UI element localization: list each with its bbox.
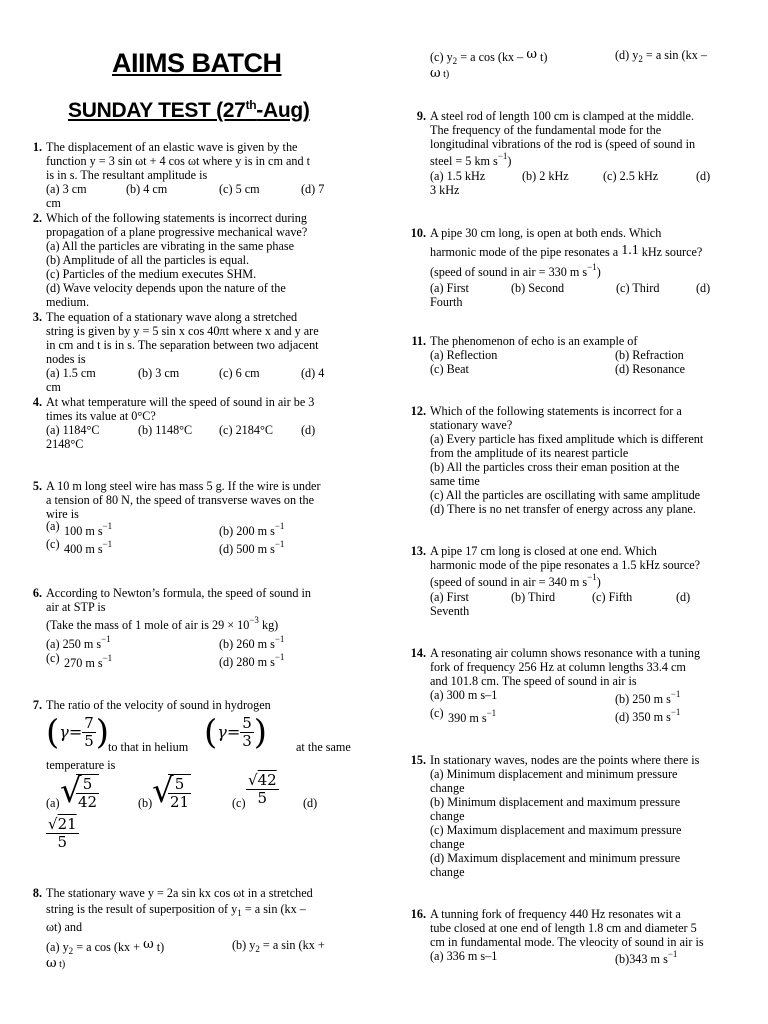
question-text-line: air at STP is: [46, 600, 106, 614]
denominator: 5: [257, 789, 268, 807]
denominator: 21: [170, 793, 190, 811]
option-b: (b) All the particles cross their eman position at the: [430, 460, 680, 474]
question-text-line: Which of the following statements is incorrect for a: [430, 404, 682, 418]
text: steel = 5 km s: [430, 154, 498, 168]
question-text-line: a tension of 80 N, the speed of transverse waves on the: [46, 493, 315, 507]
question-text-line: The displacement of an elastic wave is given by the: [46, 140, 298, 154]
question-number: 8.: [32, 886, 42, 900]
page-title: AIIMS BATCH: [112, 48, 282, 78]
option-a: [46, 634, 111, 651]
question-number: 6.: [32, 586, 42, 600]
option-b: (b) Minimum displacement and maximum pressure: [430, 795, 681, 809]
question-text-line: nodes is: [46, 352, 86, 366]
option-b: (b) Third: [511, 590, 556, 604]
option-a: [46, 938, 164, 954]
question-text-line: propagation of a plane progressive mechanical wave?: [46, 225, 308, 239]
denominator: 42: [78, 793, 98, 811]
option-a: (a) 3 cm: [46, 182, 87, 196]
question-text-line: A resonating air column shows resonance with a tuning: [430, 646, 701, 660]
question-number: 15.: [410, 753, 426, 767]
options-row: [407, 46, 722, 64]
question-text-line: ωt) and: [46, 920, 83, 934]
option-d: (d): [696, 169, 711, 183]
option-d-continued: 2148°C: [46, 437, 84, 451]
exponent: −3: [249, 615, 259, 625]
ratio-expression: [46, 712, 361, 756]
question-text-line: times its value at 0°C?: [46, 409, 156, 423]
question-number: 13.: [410, 544, 426, 558]
options-row: [46, 652, 361, 670]
option-a-text: 100 m s: [64, 524, 103, 538]
exponent: −1: [274, 539, 285, 549]
option-d-text: (d) 500 m s: [219, 542, 275, 556]
options-row: [430, 590, 722, 604]
option-d-continued: change: [430, 865, 465, 879]
hydrogen-gamma: [46, 712, 110, 753]
question-text-line: The ratio of the velocity of sound in hydrogen: [46, 698, 271, 712]
option-b: (b) 3 cm: [138, 366, 180, 380]
options-row: [430, 348, 722, 362]
subtitle-text-end: -Aug): [256, 99, 310, 122]
question-number: 12.: [410, 404, 426, 418]
exponent: −1: [102, 539, 113, 549]
question-number: 5.: [32, 479, 42, 493]
exponent: −1: [587, 262, 597, 272]
question-number: 3.: [32, 310, 42, 324]
numerator: 5: [76, 776, 99, 794]
option-b: (b) Second: [511, 281, 565, 295]
options-row: [46, 521, 361, 539]
question-text-line: The stationary wave y = 2a sin kx cos ωt in a stretched: [46, 886, 313, 900]
question-8-continued: [407, 46, 722, 84]
option-a-continued: from the amplitude of its nearest particle: [430, 446, 629, 460]
option-c-text: 270 m s: [64, 656, 103, 670]
question-16: [410, 907, 722, 967]
subscript: 2: [452, 56, 458, 66]
text: t): [536, 50, 548, 64]
option-b: (b) 2 kHz: [522, 169, 569, 183]
option-d: (d) 4: [301, 366, 325, 380]
page-subtitle: [68, 98, 310, 123]
question-text-line: [430, 151, 722, 169]
option-b-continued: change: [430, 809, 465, 823]
question-9: [416, 109, 722, 197]
denominator: 5: [84, 732, 94, 750]
radical-sign: √: [60, 771, 82, 811]
question-text-fragment: to that in helium: [108, 740, 189, 754]
question-11: [411, 334, 722, 376]
text: (a) y: [46, 940, 69, 954]
text: (speed of sound in air = 330 m s: [430, 265, 588, 279]
options-row: [46, 772, 361, 816]
option-a: (a) 300 m s–1: [430, 688, 498, 702]
gamma-symbol: γ=: [217, 722, 241, 742]
subscript: 2: [68, 946, 74, 956]
question-13: [410, 544, 722, 618]
exponent: −1: [274, 652, 285, 662]
denominator: 5: [57, 833, 68, 851]
exponent: −1: [497, 151, 508, 161]
question-number: 16.: [410, 907, 426, 921]
option-c: (c) Beat: [430, 362, 469, 376]
question-3: [32, 310, 361, 394]
option-d: (d): [676, 590, 691, 604]
exponent: −1: [274, 521, 285, 531]
question-number: 4.: [32, 395, 42, 409]
option-c-label: (c): [232, 796, 246, 810]
option-a: (a) First: [430, 281, 469, 295]
options-row: [46, 423, 361, 437]
text: t): [56, 959, 66, 970]
question-text-line: temperature is: [46, 758, 116, 772]
question-text-line: According to Newton’s formula, the speed of sound in: [46, 586, 312, 600]
question-text-line: A pipe 17 cm long is closed at one end. Which: [430, 544, 657, 558]
options-row: [430, 706, 722, 724]
option-c-label: (c): [430, 706, 444, 720]
options-row: [430, 362, 722, 376]
option-d-label: (d): [303, 796, 318, 810]
option-a-label: (a): [46, 519, 60, 533]
question-text-line: A pipe 30 cm long, is open at both ends. Which: [430, 226, 662, 240]
text: string is the result of superposition of y: [46, 902, 238, 916]
option-d-continued: Fourth: [430, 295, 463, 309]
option-b: [219, 521, 285, 538]
omega-symbol: ω: [46, 956, 57, 971]
fraction: [246, 772, 279, 807]
option-b: [615, 689, 681, 706]
open-paren: (: [204, 712, 218, 753]
option-d: [615, 707, 681, 724]
option-c-label: (c): [46, 651, 60, 665]
option-a: (a) Reflection: [430, 348, 498, 362]
question-number: 1.: [32, 140, 42, 154]
option-c: (c) 6 cm: [219, 366, 260, 380]
omega-symbol: ω: [526, 47, 537, 62]
text: ): [507, 154, 512, 168]
question-text-line: A tunning fork of frequency 440 Hz resonates wit a: [430, 907, 681, 921]
fraction: [46, 816, 79, 851]
text: kHz source?: [638, 245, 703, 259]
options-row: [46, 539, 361, 557]
text: t): [440, 69, 450, 80]
option-c: (c) Maximum displacement and maximum pressure: [430, 823, 682, 837]
exponent: −1: [486, 708, 497, 718]
text: = a sin (kx –: [241, 902, 306, 916]
radicand: 21: [57, 815, 77, 833]
question-number: 11.: [411, 334, 426, 348]
option-b-text: (b) 250 m s: [615, 692, 671, 706]
option-c-expr: [246, 772, 279, 807]
exponent: −1: [587, 572, 597, 582]
option-c: (c) Fifth: [592, 590, 633, 604]
question-2: [32, 211, 361, 309]
option-a: (a) 1184°C: [46, 423, 100, 437]
option-a: (a) First: [430, 590, 469, 604]
option-c: [430, 48, 547, 64]
option-d-continued: Seventh: [430, 604, 470, 618]
question-number: 7.: [32, 698, 42, 712]
question-number: 10.: [410, 226, 426, 240]
question-8: [32, 886, 361, 974]
option-a: (a) 1.5 kHz: [430, 169, 486, 183]
option-a: (a) 1.5 cm: [46, 366, 96, 380]
question-number: 14.: [410, 646, 426, 660]
option-d: (d) There is no net transfer of energy across any plane.: [430, 502, 696, 516]
option-b: [615, 949, 678, 966]
option-a-continued: change: [430, 781, 465, 795]
option-a-text: (a) 250 m s: [46, 637, 102, 651]
option-b-continued: same time: [430, 474, 480, 488]
options-row: [430, 949, 722, 967]
helium-gamma: [204, 712, 268, 753]
numerator: 5: [242, 714, 252, 732]
option-c-continued: change: [430, 837, 465, 851]
option-c-label: (c): [46, 537, 60, 551]
option-c: (c) Third: [616, 281, 660, 295]
exponent: −1: [667, 949, 678, 959]
question-6: [32, 586, 361, 670]
option-b-sqrt: [152, 771, 191, 811]
option-a: (a) Every particle has fixed amplitude which is different: [430, 432, 704, 446]
option-c: (c) 5 cm: [219, 182, 260, 196]
text: = a cos (kx –: [457, 50, 527, 64]
option-c-text: 400 m s: [64, 542, 103, 556]
option-d: [219, 652, 285, 669]
option-d-continued: 3 kHz: [430, 183, 460, 197]
question-text-line: in cm and t is in s. The separation between two adjacent: [46, 338, 319, 352]
question-text-line: At what temperature will the speed of sound in air be 3: [46, 395, 315, 409]
option-c: (c) 2.5 kHz: [603, 169, 659, 183]
omega-symbol: ω: [143, 937, 154, 952]
question-text-line: stationary wave?: [430, 418, 513, 432]
option-a-label: (a): [46, 796, 60, 810]
question-text-line: string is given by y = 5 sin x cos 40πt where x and y are: [46, 324, 319, 338]
option-b: (b) Amplitude of all the particles is equal.: [46, 253, 250, 267]
text: = a cos (kx +: [73, 940, 144, 954]
text: harmonic mode of the pipe resonates a: [430, 245, 622, 259]
option-b: (b) Refraction: [615, 348, 684, 362]
option-d: (d) 7: [301, 182, 325, 196]
options-row: [430, 169, 722, 183]
radical-sign: √: [152, 771, 174, 811]
option-d-continued: cm: [46, 380, 61, 394]
open-paren: (: [46, 712, 60, 753]
option-c: [64, 653, 113, 670]
option-d-continued: [46, 816, 361, 852]
question-text-line: A steel rod of length 100 cm is clamped at the middle.: [430, 109, 695, 123]
option-b-continued: [46, 954, 361, 974]
gamma-symbol: γ=: [59, 722, 83, 742]
text: (d) y: [615, 48, 639, 62]
question-text-line: tube closed at one end of length 1.8 cm and diameter 5: [430, 921, 697, 935]
subscript: 2: [638, 54, 643, 64]
options-row: [430, 688, 722, 706]
omega-symbol: ω: [430, 66, 441, 81]
text: = a sin (kx +: [259, 938, 325, 952]
question-text-line: In stationary waves, nodes are the points where there is: [430, 753, 700, 767]
numerator: 5: [168, 776, 191, 794]
exponent: −1: [670, 707, 681, 717]
denominator: 3: [242, 732, 252, 750]
text: (b) y: [232, 938, 256, 952]
options-row: [46, 366, 361, 380]
question-text-line: longitudinal vibrations of the rod is (speed of sound in: [430, 137, 696, 151]
option-c: (c) All the particles are oscillating with same amplitude: [430, 488, 701, 502]
option-b-text: (b)343 m s: [615, 952, 668, 966]
option-a: (a) Minimum displacement and minimum pressure: [430, 767, 678, 781]
option-b-label: (b): [138, 796, 153, 810]
text: (speed of sound in air = 340 m s: [430, 575, 588, 589]
option-d: (d) Wave velocity depends upon the nature of the: [46, 281, 286, 295]
question-5: [32, 479, 361, 557]
question-text-line: The equation of a stationary wave along a stretched: [46, 310, 298, 324]
option-a-sqrt: [60, 771, 99, 811]
question-text-line: Which of the following statements is incorrect during: [46, 211, 307, 225]
question-text-line: [430, 261, 722, 281]
option-b-text: (b) 260 m s: [219, 637, 275, 651]
option-d: [219, 539, 285, 556]
option-b-text: (b) 200 m s: [219, 524, 275, 538]
text: t): [153, 940, 165, 954]
option-d-continued: [407, 64, 722, 84]
frequency-value: 1.1: [621, 243, 639, 258]
question-text-line: function y = 3 sin ωt + 4 cos ωt where y is in cm and t: [46, 154, 311, 168]
subscript: 2: [255, 944, 260, 954]
option-b: [219, 634, 285, 651]
options-row: [46, 634, 361, 652]
numerator: √42: [248, 771, 277, 789]
question-text-line: The phenomenon of echo is an example of: [430, 334, 638, 348]
option-a: [64, 521, 113, 538]
text: = a sin (kx –: [642, 48, 707, 62]
question-text-line: [430, 240, 722, 261]
question-1: [32, 140, 361, 210]
options-row: [46, 182, 361, 196]
subtitle-text: SUNDAY TEST (27: [68, 99, 246, 122]
options-row: [46, 936, 361, 954]
option-d: (d) Resonance: [615, 362, 686, 376]
option-b: (b) 4 cm: [126, 182, 168, 196]
option-a: (a) 336 m s–1: [430, 949, 498, 963]
subscript: 1: [237, 908, 242, 918]
question-text-line: [430, 572, 722, 590]
question-10: [410, 226, 722, 309]
question-text-line: A 10 m long steel wire has mass 5 g. If the wire is under: [46, 479, 321, 493]
radicand: 42: [257, 771, 277, 789]
option-d-continued: medium.: [46, 295, 89, 309]
close-paren: ): [253, 712, 268, 753]
option-c-text: 390 m s: [448, 711, 487, 725]
question-4: [32, 395, 361, 451]
question-text-line: [46, 900, 361, 918]
question-text-line: The frequency of the fundamental mode for the: [430, 123, 662, 137]
option-c: [448, 708, 497, 725]
question-14: [410, 646, 722, 725]
options-row: [430, 281, 722, 295]
option-d: (d): [696, 281, 711, 295]
question-15: [410, 753, 722, 879]
option-d-continued: cm: [46, 196, 61, 210]
option-c: [64, 539, 113, 556]
exponent: −1: [102, 521, 113, 531]
question-7: [32, 698, 361, 852]
option-d: (d) Maximum displacement and minimum pressure: [430, 851, 681, 865]
question-number: 2.: [32, 211, 42, 225]
close-paren: ): [95, 712, 110, 753]
question-text-line: cm in fundamental mode. The vleocity of sound in air is: [430, 935, 704, 949]
question-text-fragment: at the same: [296, 740, 351, 754]
fraction: [240, 715, 254, 750]
exponent: −1: [274, 634, 285, 644]
question-text-line: fork of frequency 256 Hz at column lengths 33.4 cm: [430, 660, 686, 674]
option-c: (c) 2184°C: [219, 423, 273, 437]
question-text-line: [46, 614, 361, 634]
exponent: −1: [102, 653, 113, 663]
exponent: −1: [670, 689, 681, 699]
numerator: √21: [48, 815, 77, 833]
exponent: −1: [101, 634, 111, 644]
option-d-text: (d) 350 m s: [615, 710, 671, 724]
question-text-line: wire is: [46, 507, 79, 521]
question-number: 9.: [416, 109, 426, 123]
text: (c) y: [430, 50, 453, 64]
question-text-line: is in s. The resultant amplitude is: [46, 168, 208, 182]
option-b: [232, 938, 325, 952]
mass-note-end: kg): [258, 618, 279, 632]
numerator: 7: [84, 714, 94, 732]
option-d: (d): [301, 423, 316, 437]
fraction: [82, 715, 96, 750]
option-a: (a) All the particles are vibrating in the same phase: [46, 239, 295, 253]
option-c: (c) Particles of the medium executes SHM.: [46, 267, 257, 281]
question-12: [410, 404, 722, 516]
option-d: [615, 48, 707, 62]
subtitle-sup: th: [245, 98, 257, 112]
option-b: (b) 1148°C: [138, 423, 193, 437]
mass-note: (Take the mass of 1 mole of air is 29 × 10: [46, 618, 250, 632]
question-text-line: harmonic mode of the pipe resonates a 1.5 kHz source?: [430, 558, 701, 572]
question-text-line: and 101.8 cm. The speed of sound in air is: [430, 674, 637, 688]
option-d-text: (d) 280 m s: [219, 655, 275, 669]
text: ): [596, 575, 601, 589]
text: ): [596, 265, 601, 279]
option-d-expr: [46, 816, 79, 851]
